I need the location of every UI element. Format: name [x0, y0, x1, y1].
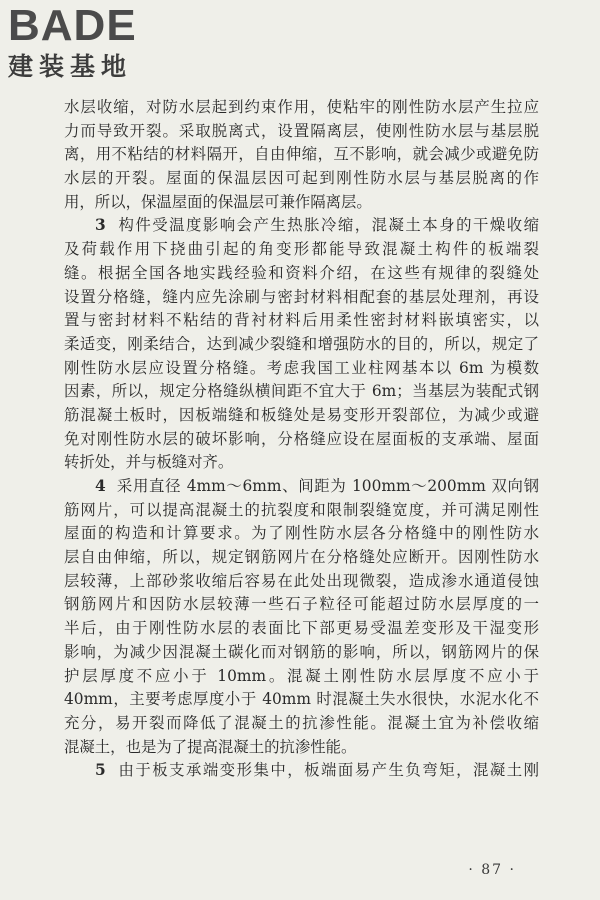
text-line: 40mm，主要考虑厚度小于 40mm 时混凝土失水很快，水泥水化不	[64, 690, 539, 709]
text-line: 设置分格缝，缝内应先涂刷与密封材料相配套的基层处理剂，再设	[64, 287, 539, 306]
text-line: 柔适变，刚柔结合，达到减少裂缝和增强防水的目的，所以，规定了	[64, 334, 539, 353]
text-line: 筋混凝土板时，因板端缝和板缝处是易变形开裂部位，为减少或避	[64, 405, 539, 424]
text-line: 转折处，并与板缝对齐。	[64, 453, 234, 472]
text-line: 力而导致开裂。采取脱离式，设置隔离层，使刚性防水层与基层脱	[64, 121, 539, 140]
text-line: 充分，易开裂而降低了混凝土的抗渗性能。混凝土宜为补偿收缩	[64, 713, 539, 732]
brand-logo	[8, 1, 178, 86]
text-line: 影响，为减少因混凝土碳化而对钢筋的影响，所以，钢筋网片的保	[64, 642, 539, 661]
text-line: 因素，所以，规定分格缝纵横间距不宜大于 6m；当基层为装配式钢	[64, 382, 539, 401]
text-line-body: 由于板支承端变形集中，板端面易产生负弯矩，混凝土刚	[118, 761, 539, 780]
page-body	[64, 96, 539, 783]
paragraph-continuation	[64, 96, 539, 214]
text-line	[64, 214, 539, 238]
text-line: 钢筋网片和因防水层较薄一些石子粒径可能超过防水层厚度的一	[64, 595, 539, 614]
paragraph-number: 4	[95, 477, 106, 495]
text-line-body: 构件受温度影响会产生热胀冷缩，混凝土本身的干燥收缩	[118, 216, 539, 235]
page-number: · 87 ·	[468, 862, 516, 878]
text-line: 护层厚度不应小于 10mm。混凝土刚性防水层厚度不应小于	[64, 666, 539, 685]
logo-brand-text: BADE	[8, 1, 137, 50]
logo-subtitle: 建装基地	[8, 52, 133, 81]
paragraph-number: 3	[95, 216, 106, 235]
paragraph-number: 5	[95, 761, 106, 780]
text-line: 屋面的构造和计算要求。为了刚性防水层各分格缝中的刚性防水	[64, 524, 539, 543]
text-line	[64, 759, 539, 783]
text-line: 水层的开裂。屋面的保温层因可起到刚性防水层与基层脱离的作	[64, 169, 539, 188]
text-line: 层自由伸缩，所以，规定钢筋网片在分格缝处应断开。因刚性防水	[64, 548, 539, 567]
text-line: 用，所以，保温屋面的保温层可兼作隔离层。	[64, 192, 372, 211]
text-line: 免对刚性防水层的破坏影响，分格缝应设在屋面板的支承端、屋面	[64, 429, 539, 448]
text-line: 离，用不粘结的材料隔开，自由伸缩，互不影响，就会减少或避免防	[64, 145, 539, 164]
paragraph-4	[64, 475, 539, 759]
text-line-body: 采用直径 4mm～6mm、间距为 100mm～200mm 双向钢	[116, 477, 539, 495]
text-line: 层较薄，上部砂浆收缩后容易在此处出现微裂，造成渗水通道侵蚀	[64, 571, 539, 590]
text-line: 及荷载作用下挠曲引起的角变形都能导致混凝土构件的板端裂	[64, 240, 539, 259]
text-line	[64, 475, 539, 499]
paragraph-5	[64, 759, 539, 783]
paragraph-3	[64, 214, 539, 475]
text-line: 半后，由于刚性防水层的表面比下部更易受温差变形及干湿变形	[64, 619, 539, 638]
text-line: 缝。根据全国各地实践经验和资料介绍，在这些有规律的裂缝处	[64, 263, 539, 282]
text-line: 刚性防水层应设置分格缝。考虑我国工业柱网基本以 6m 为模数	[64, 358, 539, 377]
text-line: 筋网片，可以提高混凝土的抗裂度和限制裂缝宽度，并可满足刚性	[64, 500, 539, 519]
text-line: 水层收缩，对防水层起到约束作用，使粘牢的刚性防水层产生拉应	[64, 98, 539, 116]
text-line: 混凝土，也是为了提高混凝土的抗渗性能。	[64, 737, 357, 756]
text-line: 置与密封材料不粘结的背衬材料后用柔性密封材料嵌填密实，以	[64, 311, 539, 330]
